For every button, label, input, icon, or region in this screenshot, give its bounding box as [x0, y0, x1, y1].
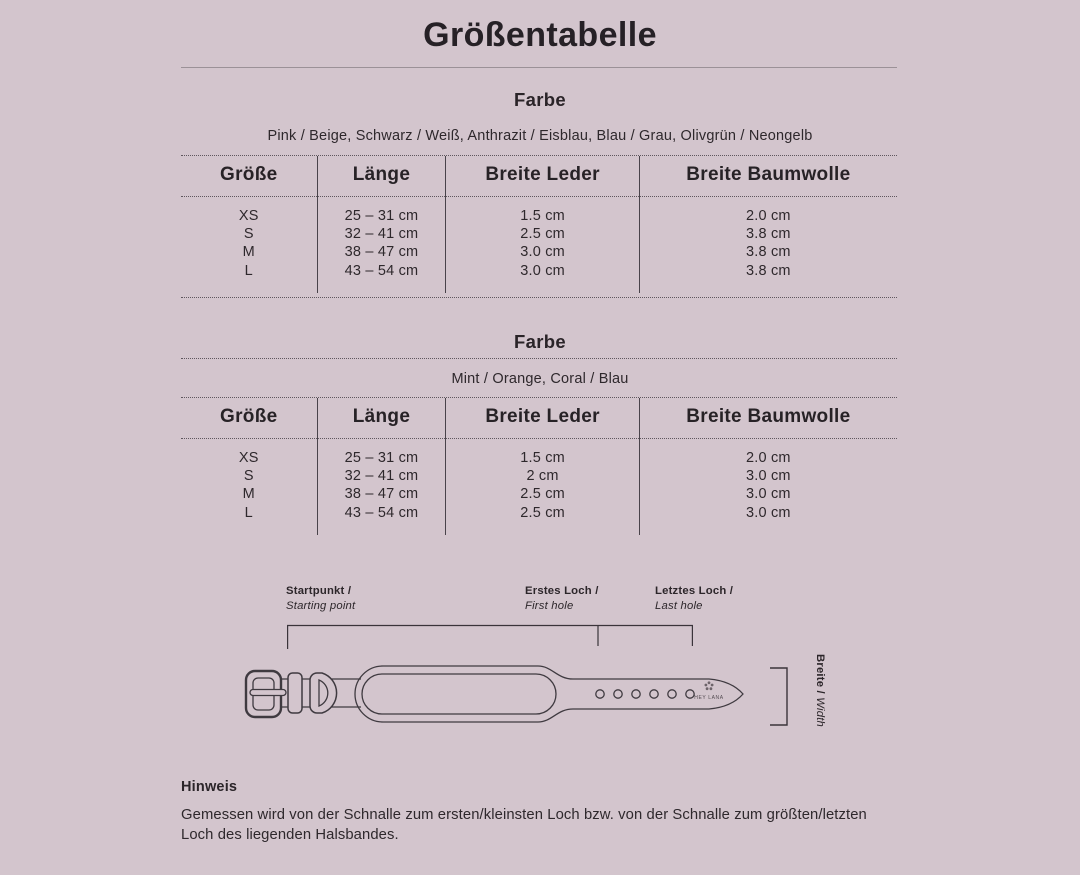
cell-length: 25 – 31 cm: [317, 197, 446, 226]
hinweis-title: Hinweis: [181, 779, 238, 795]
measurement-bracket: [287, 625, 693, 649]
header-laenge: Länge: [317, 398, 446, 439]
cell-length: 38 – 47 cm: [317, 243, 446, 261]
cell-leather-width: 1.5 cm: [446, 439, 639, 468]
cell-length: 43 – 54 cm: [317, 504, 446, 535]
brand-logo-icon: [705, 681, 714, 690]
cell-length: 25 – 31 cm: [317, 439, 446, 468]
label-letztes-loch: [655, 584, 733, 613]
table-row: [181, 504, 897, 535]
page-title: Größentabelle: [423, 16, 657, 54]
size-table-1: [181, 155, 897, 298]
cell-length: 43 – 54 cm: [317, 262, 446, 293]
label-letztes-loch-de: Letztes Loch /: [655, 585, 734, 597]
table-header-row: [181, 156, 897, 197]
collar-buckle: [246, 671, 302, 717]
cell-length: 38 – 47 cm: [317, 485, 446, 503]
cell-leather-width: 1.5 cm: [446, 197, 639, 226]
label-erstes-loch-en: First hole: [525, 599, 574, 612]
color-options-2: Mint / Orange, Coral / Blau: [451, 371, 629, 387]
cell-leather-width: 3.0 cm: [446, 243, 639, 261]
table-row: [181, 225, 897, 243]
width-bracket: [770, 668, 787, 725]
section-divider: [181, 358, 897, 359]
label-letztes-loch-en: Last hole: [655, 599, 703, 612]
label-startpunkt-de: Startpunkt /: [286, 585, 352, 597]
cell-length: 32 – 41 cm: [317, 225, 446, 243]
collar-measurement-diagram: [180, 575, 900, 775]
label-breite: [814, 654, 826, 727]
table-row: [181, 197, 897, 226]
label-breite-de: Breite /: [814, 654, 826, 694]
cell-cotton-width: 3.8 cm: [639, 243, 897, 261]
strap-holes: [596, 690, 694, 698]
collar-strap: [279, 666, 743, 722]
cell-size: M: [242, 244, 255, 261]
table-row: [181, 485, 897, 503]
size-table-1-grid: [181, 156, 897, 293]
brand-logo-text: HEY LANA: [694, 695, 724, 701]
cell-length: 32 – 41 cm: [317, 467, 446, 485]
cell-leather-width: 3.0 cm: [446, 262, 639, 293]
color-options-1: Pink / Beige, Schwarz / Weiß, Anthrazit / Eisblau, Blau / Grau, Olivgrün / Neongelb: [267, 128, 813, 144]
cell-cotton-width: 2.0 cm: [639, 197, 897, 226]
cell-leather-width: 2.5 cm: [446, 225, 639, 243]
header-breite-baumwolle: Breite Baumwolle: [639, 398, 897, 439]
cell-leather-width: 2.5 cm: [446, 485, 639, 503]
cell-leather-width: 2.5 cm: [446, 504, 639, 535]
bottom-edge: [0, 875, 1080, 880]
cell-size: L: [244, 262, 253, 279]
header-breite-baumwolle: Breite Baumwolle: [639, 156, 897, 197]
size-table-2: [181, 397, 897, 535]
label-startpunkt: [286, 584, 355, 613]
cell-size: L: [244, 504, 253, 521]
label-erstes-loch: [525, 584, 599, 613]
title-divider: [181, 67, 897, 68]
table-row: [181, 467, 897, 485]
cell-cotton-width: 3.0 cm: [639, 504, 897, 535]
header-laenge: Länge: [317, 156, 446, 197]
table-row: [181, 243, 897, 261]
header-breite-leder: Breite Leder: [446, 398, 639, 439]
label-erstes-loch-de: Erstes Loch /: [525, 585, 599, 597]
label-breite-en: Width: [814, 697, 826, 728]
cell-cotton-width: 3.0 cm: [639, 467, 897, 485]
cell-size: S: [243, 226, 254, 243]
header-groesse: Größe: [181, 156, 317, 197]
cell-size: XS: [238, 208, 259, 224]
table-row: [181, 262, 897, 293]
cell-cotton-width: 3.0 cm: [639, 485, 897, 503]
cell-size: S: [243, 468, 254, 485]
table-header-row: [181, 398, 897, 439]
size-table-2-grid: [181, 398, 897, 535]
cell-cotton-width: 3.8 cm: [639, 262, 897, 293]
hinweis-text: Gemessen wird von der Schnalle zum ersten/kleinsten Loch bzw. von der Schnalle zum größten/letzten Loch des liegenden Halsbandes.: [181, 807, 867, 843]
cell-cotton-width: 2.0 cm: [639, 439, 897, 468]
label-startpunkt-en: Starting point: [286, 599, 356, 612]
color-heading-2: Farbe: [514, 331, 566, 352]
cell-leather-width: 2 cm: [446, 467, 639, 485]
table-row: [181, 439, 897, 468]
color-heading-1: Farbe: [514, 89, 566, 110]
header-groesse: Größe: [181, 398, 317, 439]
cell-size: XS: [238, 450, 259, 466]
header-breite-leder: Breite Leder: [446, 156, 639, 197]
cell-cotton-width: 3.8 cm: [639, 225, 897, 243]
cell-size: M: [242, 486, 255, 503]
